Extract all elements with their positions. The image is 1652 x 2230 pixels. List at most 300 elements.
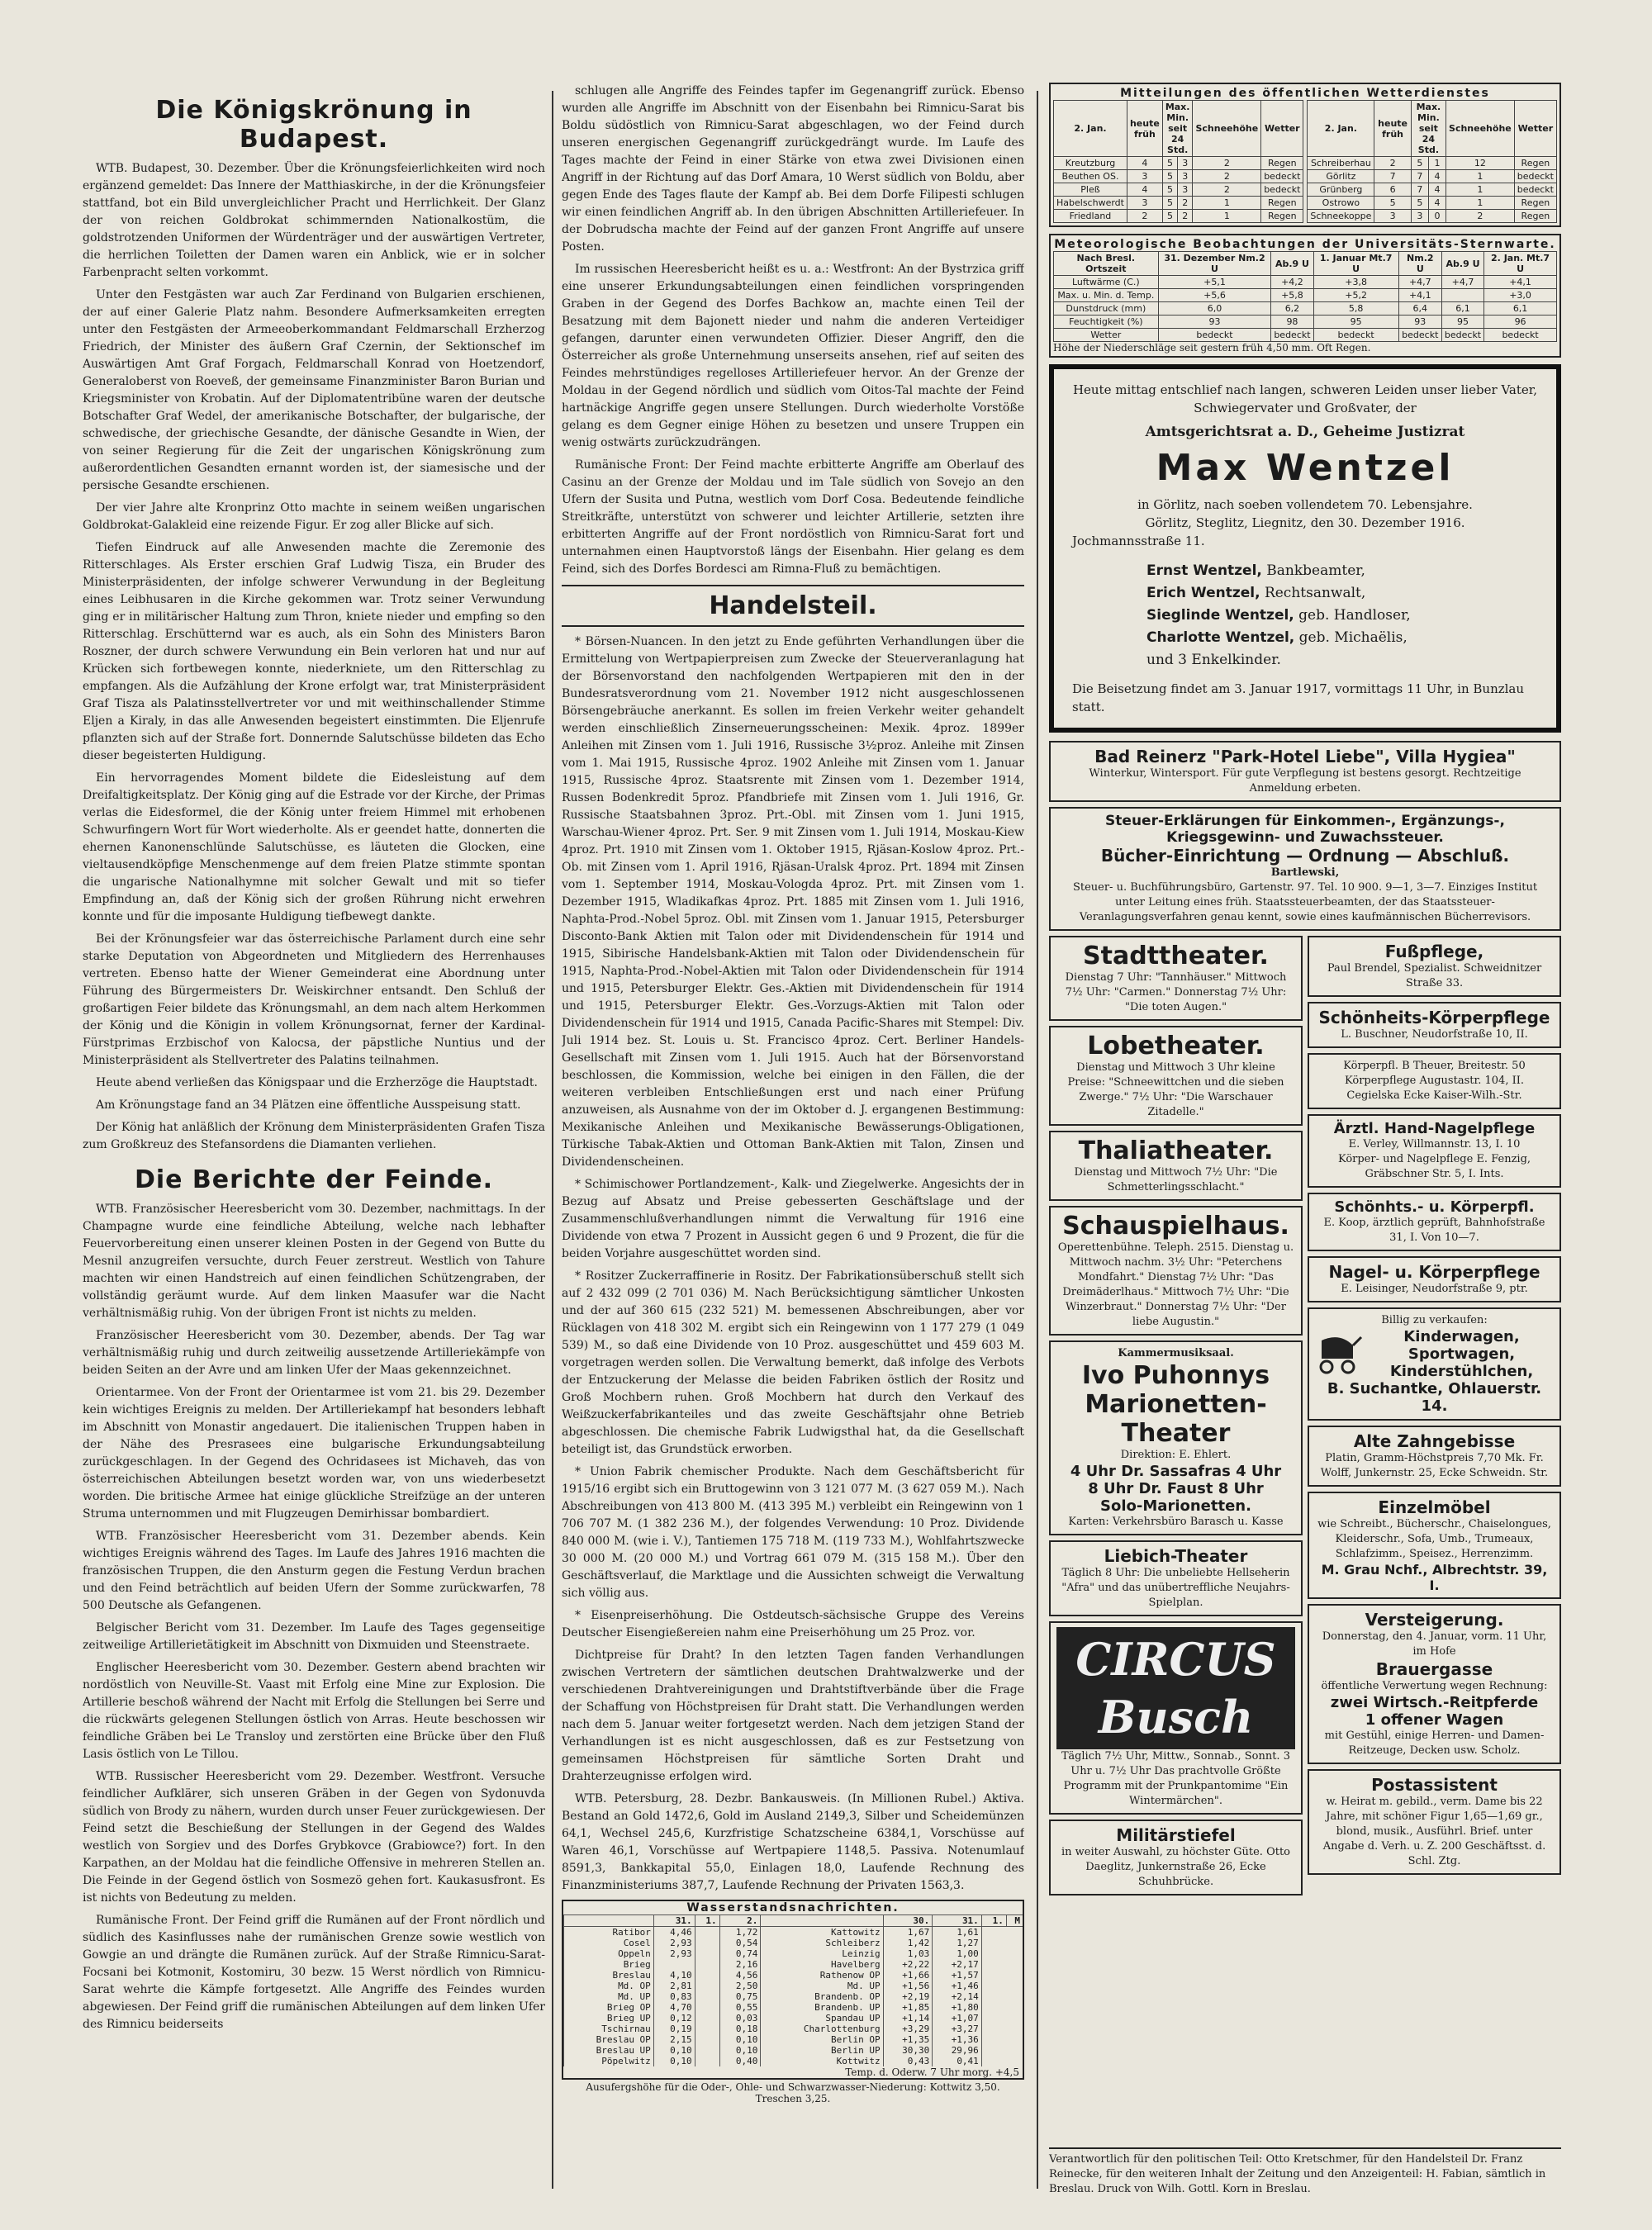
article-paragraph: Rumänische Front. Der Feind griff die Rumänen auf der Front nördlich und südlich des Kasinflusses nahe der rumänischen Grenze sowie westlich von Gowgie an und drängte die Rumänen zurück. Auf der Straße Rimnicu-Sarat-Focsani bei Kotmonit, Kostomiru, 30 bezw. 15 Werst nördlich von Rimnicu-Sarat wehrte die Kämpfe fortgesetzt. Alle Angriffe des Feindes wurden abgewiesen. Der Feind griff die rumänischen Abteilungen auf dem linken Ufer des Rimnicu beiderseits xyxy=(83,1914,545,2031)
table-cell: Rathenow OP xyxy=(761,1970,883,1981)
table-cell xyxy=(981,2002,1006,2013)
table-cell: +3,0 xyxy=(1484,289,1557,302)
table-cell: 0,10 xyxy=(653,2056,695,2066)
ad-lobetheater-title: Lobetheater. xyxy=(1087,1032,1265,1060)
table-cell: 1,42 xyxy=(883,1938,933,1948)
table-cell: 6,2 xyxy=(1271,302,1313,316)
table-cell xyxy=(653,1959,695,1970)
signatory-name: Erich Wentzel, xyxy=(1146,585,1260,601)
table-cell: 2 xyxy=(1178,210,1193,223)
table-cell: Wetter xyxy=(1054,329,1159,342)
table-row xyxy=(1054,302,1557,316)
article-paragraph: Der vier Jahre alte Kronprinz Otto machte in seinem weißen ungarischen Goldbrokat-Galakleid eine reizende Figur. Er zog aller Blicke auf sich. xyxy=(83,501,545,532)
table-cell xyxy=(1441,289,1483,302)
ad-verst-title: Versteigerung. xyxy=(1365,1610,1504,1630)
table-cell: 1,67 xyxy=(883,1927,933,1938)
table-cell: 7 xyxy=(1411,183,1428,197)
table-cell: Breslau xyxy=(564,1970,654,1981)
table-cell: 4 xyxy=(1127,157,1162,170)
table-cell: Charlottenburg xyxy=(761,2024,883,2034)
ad-ivo-tickets: Karten: Verkehrsbüro Barasch u. Kasse xyxy=(1068,1516,1284,1528)
ad-circus-title: CIRCUS Busch xyxy=(1056,1627,1295,1749)
ad-ivo-line: 4 Uhr Dr. Sassafras 4 Uhr xyxy=(1070,1463,1282,1480)
table-cell: +4,2 xyxy=(1271,276,1313,289)
ad-einzelmoebel xyxy=(1308,1492,1561,1599)
obituary-max-wentzel xyxy=(1049,364,1561,733)
ad-bad-reinerz-title: Bad Reinerz "Park-Hotel Liebe", Villa Hygiea" xyxy=(1094,747,1516,766)
ad-schoen2-text: E. Koop, ärztlich geprüft, Bahnhofstraße 31, I. Von 10—7. xyxy=(1323,1217,1545,1244)
baby-carriage-icon xyxy=(1315,1334,1365,1375)
weather-col-today: heute früh xyxy=(1374,101,1411,157)
article-paragraph: WTB. Französischer Heeresbericht vom 30. Dezember, nachmittags. In der Champagne wurde eine feindliche Abteilung, welche nach lebhafter Feuervorbereitung einen unserer kleinen Posten in der Gegend von Butte du Mesnil anzugreifen versuchte, durch Feuer zerstreut. Westlich von Tahure machten wir einen Handstreich auf einen feindlichen Schützengraben, der vollständig geräumt wurde. Auf dem linken Maasufer war die Nacht verhältnismäßig ruhig. Von der übrigen Front ist nichts zu melden. xyxy=(83,1203,545,1320)
table-cell: bedeckt xyxy=(1261,170,1303,183)
ad-liebich-theater xyxy=(1049,1540,1303,1616)
table-cell: Pöpelwitz xyxy=(564,2056,654,2066)
table-cell: 2 xyxy=(1193,183,1261,197)
weather-date-left: 2. Jan. xyxy=(1054,101,1127,157)
table-cell xyxy=(695,1991,719,2002)
table-header-cell: M xyxy=(1006,1915,1023,1927)
table-cell: 2,15 xyxy=(653,2034,695,2045)
ad-post-text: w. Heirat m. gebild., verm. Dame bis 22 Jahre, mit schöner Figur 1,65—1,69 gr., blond, musik., Ausführl. Brief. unter Angabe d. Verh. u. Z. 200 Geschäftsst. d. Schl. Ztg. xyxy=(1322,1796,1546,1867)
ad-kinderwagen xyxy=(1308,1307,1561,1421)
column-1 xyxy=(83,83,545,2197)
ad-einzel-address: M. Grau Nchf., Albrechtstr. 39, I. xyxy=(1321,1562,1548,1593)
table-cell: +1,80 xyxy=(933,2002,982,2013)
article-paragraph: * Eisenpreiserhöhung. Die Ostdeutsch-sächsische Gruppe des Vereins Deutscher Eisengießereien nahm eine Preiserhöhung um 25 Proz. vor. xyxy=(562,1609,1024,1639)
table-cell: +1,56 xyxy=(883,1981,933,1991)
table-cell: 0,43 xyxy=(883,2056,933,2066)
table-cell: 0,10 xyxy=(719,2045,761,2056)
table-cell: 93 xyxy=(1158,316,1271,329)
table-cell xyxy=(981,2034,1006,2045)
table-cell: bedeckt xyxy=(1261,183,1303,197)
weather-service-box xyxy=(1049,83,1561,227)
column-2 xyxy=(562,83,1024,2197)
article-paragraph: Heute abend verließen das Königspaar und die Erzherzöge die Hauptstadt. xyxy=(96,1076,538,1089)
signatory-name: Charlotte Wentzel, xyxy=(1146,629,1295,646)
table-cell: 0,03 xyxy=(719,2013,761,2024)
table-cell: Kottwitz xyxy=(761,2056,883,2066)
table-cell: 4 xyxy=(1428,170,1446,183)
table-cell xyxy=(695,1938,719,1948)
ad-stadttheater xyxy=(1049,936,1303,1021)
headline-koenigskroenung: Die Königskrönung in Budapest. xyxy=(155,96,472,154)
article-paragraph: schlugen alle Angriffe des Feindes tapfer im Gegenangriff zurück. Ebenso wurden alle Angriffe im Abschnitt von der Eisenbahn bei Rimnicu-Sarat bis Boldu südöstlich von Rimnicu-Sarat abgeschlagen, wo der Feind durch unseren energischen Gegenangriff zurückgedrängt wurde. Im Laufe des Tages machte der Feind in einer Stärke von etwa zwei Divisionen einen Angriff in der Richtung auf das Dorf Amara, 10 Werst südlich von Boldu, aber gegen Ende des Tages flaute der Kampf ab. Bei dem Dorfe Filipesti schlugen wir einen feindlichen Angriff ab. In den übrigen Abschnitten Artilleriefeuer. In der Dobrudscha machte der Feind auf der ganzen Front Angriffe auf unsere Posten. xyxy=(562,84,1024,254)
ad-zahn-text: Platin, Gramm-Höchstpreis 7,70 Mk. Fr. Wolff, Junkernstr. 25, Ecke Schweidn. Str. xyxy=(1320,1452,1549,1479)
table-cell: 1,61 xyxy=(933,1927,982,1938)
water-levels-title: Wasserstandsnachrichten. xyxy=(563,1901,1023,1915)
article-koenigskroenung xyxy=(83,160,545,1154)
table-cell: 96 xyxy=(1484,316,1557,329)
signatory-name: Sieglinde Wentzel, xyxy=(1146,607,1294,624)
table-header-cell: Nm.2 U xyxy=(1398,252,1441,276)
weather-col-today: heute früh xyxy=(1127,101,1162,157)
weather-table-left xyxy=(1053,100,1303,223)
table-row xyxy=(564,2045,1023,2056)
table-cell: 0,74 xyxy=(719,1948,761,1959)
signatory-name: Ernst Wentzel, xyxy=(1146,562,1262,579)
table-cell: Schreiberhau xyxy=(1308,157,1374,170)
table-cell: 4 xyxy=(1428,183,1446,197)
table-cell: Schneekoppe xyxy=(1308,210,1374,223)
table-row xyxy=(1308,197,1557,210)
table-cell: +1,85 xyxy=(883,2002,933,2013)
water-levels-note: Ausufergshöhe für die Oder-, Ohle- und Schwarzwasser-Niederung: Kottwitz 3,50. Treschen 3,25. xyxy=(586,2081,1000,2104)
table-cell: 3 xyxy=(1127,170,1162,183)
table-header-cell: Ab.9 U xyxy=(1271,252,1313,276)
ad-steuer-erklaerungen xyxy=(1049,807,1561,931)
table-cell: 3 xyxy=(1178,157,1193,170)
column-divider xyxy=(552,91,553,2189)
ad-ivo-puhonny-title: Ivo Puhonnys Marionetten-Theater xyxy=(1081,1361,1270,1448)
table-cell: Brandenb. OP xyxy=(761,1991,883,2002)
table-cell: bedeckt xyxy=(1158,329,1271,342)
article-paragraph: WTB. Petersburg, 28. Dezbr. Bankausweis. (In Millionen Rubel.) Aktiva. Bestand an Gold 1472,6, Gold im Ausland 2149,3, Silber und Scheidemünzen 64,1, Wechsel 245,6, Kurzfristige Schatzscheine 6384,1, Vorschüsse auf Waren 46,1, Vorschüsse auf Wertpapiere 1148,5. Passiva. Notenumlauf 8591,3, Bankkapital 55,0, Einlagen 18,0, Laufende Rechnung des Finanzministeriums 387,7, Laufende Rechnung der Privaten 1563,3. xyxy=(562,1792,1024,1892)
table-cell: Md. UP xyxy=(564,1991,654,2002)
observatory-note: Höhe der Niederschläge seit gestern früh 4,50 mm. Oft Regen. xyxy=(1053,342,1371,353)
table-cell: 7 xyxy=(1411,170,1428,183)
weather-date-right: 2. Jan. xyxy=(1308,101,1374,157)
table-cell: 1 xyxy=(1193,210,1261,223)
table-cell: 2,93 xyxy=(653,1948,695,1959)
table-header-cell: 30. xyxy=(883,1915,933,1927)
table-cell: 5 xyxy=(1162,197,1177,210)
ad-thaliatheater-title: Thaliatheater. xyxy=(1078,1136,1274,1165)
table-cell: +2,17 xyxy=(933,1959,982,1970)
table-cell: 93 xyxy=(1398,316,1441,329)
obituary-signatory xyxy=(1146,605,1538,627)
article-paragraph: Am Krönungstage fand an 34 Plätzen eine öffentliche Ausspeisung statt. xyxy=(96,1098,521,1112)
table-cell: 0,54 xyxy=(719,1938,761,1948)
article-paragraph: * Union Fabrik chemischer Produkte. Nach dem Geschäftsbericht für 1915/16 ergibt sich ein Bruttogewinn von 3 121 077 M. (3 627 059 M.). Nach Abschreibungen von 413 800 M. (413 395 M.) verbleibt ein Reingewinn von 1 706 707 M. (1 382 236 M.), der folgendes Verwendung: 10 Proz. Dividende 840 000 M. (wie i. V.), Tantiemen 175 718 M. (119 733 M.), Wohlfahrtszwecke 30 000 M. (20 000 M.) und Vortrag 661 079 M. (315 158 M.). Über den Geschäftsverlauf, die Marktlage und die Aussichten schweigt die Verwaltung sich völlig aus. xyxy=(562,1465,1024,1600)
ad-verst-wagon: 1 offener Wagen xyxy=(1365,1711,1504,1729)
table-header-cell: 1. xyxy=(695,1915,719,1927)
ad-koerper-nagel-text: Körper- und Nagelpflege E. Fenzig, Gräbschner Str. 5, I. Ints. xyxy=(1337,1153,1531,1180)
table-cell: Md. UP xyxy=(761,1981,883,1991)
table-header-cell: 1. Januar Mt.7 U xyxy=(1313,252,1398,276)
table-cell: Berlin UP xyxy=(761,2045,883,2056)
table-cell: Berlin OP xyxy=(761,2034,883,2045)
signatory-role: Bankbeamter, xyxy=(1261,562,1365,579)
table-cell: +1,57 xyxy=(933,1970,982,1981)
ad-schoen2-title: Schönhts.- u. Körperpfl. xyxy=(1334,1198,1535,1216)
table-cell: Havelberg xyxy=(761,1959,883,1970)
article-paragraph: Französischer Heeresbericht vom 30. Dezember, abends. Der Tag war verhältnismäßig ruhig und durch zeitweilig aussetzende Artilleriekämpfe von beiden Seiten an der Avre und am linken Ufer der Maas gekennzeichnet. xyxy=(83,1329,545,1377)
table-cell: Breslau OP xyxy=(564,2034,654,2045)
table-cell: Beuthen OS. xyxy=(1054,170,1127,183)
article-paragraph: Im russischen Heeresbericht heißt es u. a.: Westfront: An der Bystrzica griff eine unserer Erkundungsabteilungen einen feindlichen vorspringenden Graben in der Gegend des Dorfes Bachkow an, machte einen Teil der Besatzung mit dem Bajonett nieder und nahm die anderen Verteidiger gefangen, darunter einen verwundeten Offizier. Dieser Angriff, den die Österreicher als große Unternehmung unserseits ansehen, rief auf seiten des Feindes mehrstündiges regelloses Artilleriefeuer hervor. An der Grenze der Moldau in der Gegend nördlich und südlich vom Oitos-Tal machte der Feind hartnäckige Angriffe gegen unsere Stellungen. Durch wiederholte Vorstöße gelang es dem Gegner einige Höhen zu besetzen und unsere Truppen ein wenig ostwärts zurückzudrängen. xyxy=(562,263,1024,449)
table-cell xyxy=(981,1927,1006,1938)
table-cell: Regen xyxy=(1514,210,1556,223)
article-paragraph: WTB. Russischer Heeresbericht vom 29. Dezember. Westfront. Versuche feindlicher Aufklärer, sich unseren Gräben in der Gegen von Sydonuvda südlich von Brody zu nähern, wurden durch unser Feuer zurückgewiesen. Der Feind setzt die Beschießung der Stellungen in der Gegend des Waldes westlich von Sorgiev und des Dorfes Grybkovce (Grabiowce?) fort. In den Karpathen, an der Moldau hat die feindliche Offensive in mehreren Stellen an. Die Feinde in der Gegend östlich von Sosmezö gehen fort. Kaukasusfront. Es ist nichts von Bedeutung zu melden. xyxy=(83,1770,545,1905)
table-cell: 3 xyxy=(1411,210,1428,223)
observatory-table xyxy=(1053,251,1557,342)
table-cell: Pleß xyxy=(1054,183,1127,197)
article-paragraph: WTB. Budapest, 30. Dezember. Über die Krönungsfeierlichkeiten wird noch ergänzend gemeldet: Das Innere der Matthiaskirche, in der die Krönungsfeier stattfand, bot ein Bild unvergleichlicher Pracht und Herrlichkeit. Der Glanz der von reichen Goldbrokat schimmernden Nationalkostüm, die goldstrotzenden Uniformen der Würdenträger und der auswärtigen Vertreter, die herrlichen Toiletten der Damen waren ein Anblick, wie er in solcher Farbenpracht selten vorkommt. xyxy=(83,162,545,279)
table-cell: Habelschwerdt xyxy=(1054,197,1127,210)
table-cell: 6,0 xyxy=(1158,302,1271,316)
table-row xyxy=(1054,289,1557,302)
ad-einzel-text: wie Schreibt., Bücherschr., Chaiselongues, Kleiderschr., Sofa, Umb., Trumeaux, Schlafzimm., Speisez., Herrenzimm. xyxy=(1317,1518,1551,1560)
table-cell xyxy=(981,1970,1006,1981)
article-paragraph: WTB. Französischer Heeresbericht vom 31. Dezember abends. Kein wichtiges Ereignis während des Tages. Im Laufe des Jahres 1916 machten die französischen Truppen, die den Ansturm gegen die Festung Verdun brachen und den Feind beträchtlich auf beiden Ufern der Somme zurückwarfen, 78 500 Deutsche als Gefangenen. xyxy=(83,1530,545,1612)
obituary-signatory xyxy=(1146,649,1538,671)
article-paragraph: Bei der Krönungsfeier war das österreichische Parlament durch eine sehr starke Deputation von Abgeordneten und Mitgliedern des Herrenhauses vertreten. Ebenso hatte der Wiener Gemeinderat eine Abordnung unter Führung des Bürgermeisters Dr. Weiskirchner entsandt. Den Schluß der großartigen Feier bildete das Krönungsmahl, an dem nach altem Herkommen der König und die Königin in vollem Krönungsornat, ferner der Kardinal-Fürstprimas Erzbischof von Kalocsa, der päpstliche Nuntius und der Ministerpräsident als Stellvertreter des Palatins teilnahmen. xyxy=(83,932,545,1067)
ad-steuer-title: Steuer-Erklärungen für Einkommen-, Ergänzungs-, Kriegsgewinn- und Zuwachssteuer. xyxy=(1105,813,1505,846)
table-row xyxy=(1054,276,1557,289)
ad-koerperpflege-list xyxy=(1308,1053,1561,1109)
article-paragraph: * Rositzer Zuckerraffinerie in Rositz. Der Fabrikationsüberschuß stellt sich auf 2 432 099 (2 701 036) M. Nach Berücksichtigung sämtlicher Unkosten und der auf 360 615 (232 521) M. bemessenen Abschreibungen, aber vor Rücklagen von 418 302 M. ergibt sich ein Reingewinn von 1 177 279 (1 049 539) M., so daß eine Dividende von 10 Proz. ausgeschüttet und 459 603 M. vorgetragen werden sollen. Die Verwaltung bemerkt, daß infolge des Verbots der Entzuckerung der Melasse die beiden Fabriken östlich der Rositz und Groß Mochbern ruhen. Groß Mochbern hat durch den Verkauf des Weißzuckerfabrikanteiles und das zweite Geschäftsjahr ohne Betrieb abgeschlossen. Die chemische Fabrik Ludwigsthal hat, da die Gesellschaft beteiligt ist, das Grundstück erworben. xyxy=(562,1269,1024,1456)
table-cell: Kattowitz xyxy=(761,1927,883,1938)
table-cell: 1 xyxy=(1428,157,1446,170)
table-cell: +2,14 xyxy=(933,1991,982,2002)
table-row xyxy=(564,1927,1023,1938)
article-paragraph: Der König hat anläßlich der Krönung dem Ministerpräsidenten Grafen Tisza zum Großkreuz des Stefansordens die Diamanten verliehen. xyxy=(83,1121,545,1151)
ad-schoenheits-koerperpflege xyxy=(1308,1193,1561,1251)
weather-col-maxmin: Max. Min. seit 24 Std. xyxy=(1411,101,1446,157)
table-cell: 5 xyxy=(1411,157,1428,170)
table-cell: +5,6 xyxy=(1158,289,1271,302)
table-cell: 1 xyxy=(1446,170,1515,183)
table-cell: Cosel xyxy=(564,1938,654,1948)
ad-schauspielhaus xyxy=(1049,1206,1303,1336)
table-cell xyxy=(981,2045,1006,2056)
table-cell: Oppeln xyxy=(564,1948,654,1959)
table-header-cell: 1. xyxy=(981,1915,1006,1927)
table-cell: Brandenb. UP xyxy=(761,2002,883,2013)
ad-circus xyxy=(1049,1621,1303,1815)
article-paragraph: Tiefen Eindruck auf alle Anwesenden machte die Zeremonie des Ritterschlages. Als Erster erschien Graf Ludwig Tisza, ein Bruder des Ministerpräsidenten, der infolge schwerer Verwundung in der Begleitung eines Leibhusaren in die Kirche gekommen war. Trotz seiner Verwundung ging er in militärischer Haltung zum Thron, kniete nieder und empfing so den Ritterschlag. Erschütternd war es auch, als ein Sohn des Ministers Baron Roszner, der durch schwere Verwundung ein Bein verloren hat und nur auf Krücken sich fortbewegen konnte, niederkniete, um den Ritterschlag zu empfangen. Als die Aufzählung der Krone erfolgt war, trat Ministerpräsident Graf Tisza als Palatinsstellvertreter vor und mit weithinschallender Stimme Eljen a Kiraly, in das alle Anwesenden begeistert einstimmten. Die Eljenrufe pflanzten sich auf der Straße fort. Donnernde Salutschüsse bildeten das Echo dieser begeisterten Huldigung. xyxy=(83,541,545,762)
table-cell: Ratibor xyxy=(564,1927,654,1938)
obituary-lead: Heute mittag entschlief nach langen, schweren Leiden unser lieber Vater, Schwiegervater und Großvater, der xyxy=(1072,382,1538,415)
table-cell: 1 xyxy=(1446,197,1515,210)
table-header-cell: 31. xyxy=(933,1915,982,1927)
article-paragraph: Englischer Heeresbericht vom 30. Dezember. Gestern abend brachten wir nordöstlich von Neuville-St. Vaast mit Erfolg eine Mine zur Explosion. Die Artillerie beschoß während der Nacht mit Erfolg die Stellungen bei Serre und die rückwärts gelegenen Stellungen östlich von Arras. Heute beschossen wir feindliche Gräben bei Le Transloy und zerstörten eine Brücke über den Fluß Lasis östlich von Le Tillou. xyxy=(83,1661,545,1761)
ad-hand-title: Ärztl. Hand-Nagelpflege xyxy=(1333,1120,1536,1137)
table-cell: 2 xyxy=(1446,210,1515,223)
weather-col-snow: Schneehöhe xyxy=(1446,101,1515,157)
table-cell: +2,19 xyxy=(883,1991,933,2002)
ad-liebich-title: Liebich-Theater xyxy=(1104,1546,1248,1566)
table-row xyxy=(564,2013,1023,2024)
table-cell: 2 xyxy=(1374,157,1411,170)
table-cell: 0,12 xyxy=(653,2013,695,2024)
table-cell: 2 xyxy=(1193,157,1261,170)
ad-postassistent xyxy=(1308,1769,1561,1875)
table-cell xyxy=(695,2002,719,2013)
ad-ivo-direction: Direktion: E. Ehlert. xyxy=(1120,1449,1232,1461)
table-cell xyxy=(695,1927,719,1938)
table-cell: 0,75 xyxy=(719,1991,761,2002)
column-divider xyxy=(1037,91,1038,2189)
table-cell xyxy=(695,2034,719,2045)
table-cell: 5 xyxy=(1162,157,1177,170)
table-cell: 1,27 xyxy=(933,1938,982,1948)
table-cell: +5,2 xyxy=(1313,289,1398,302)
table-cell: Regen xyxy=(1261,197,1303,210)
water-levels-box xyxy=(562,1900,1024,2080)
ad-fusspflege xyxy=(1308,936,1561,997)
article-paragraph: * Schimischower Portlandzement-, Kalk- und Ziegelwerke. Angesichts der in Bezug auf Absatz und Preise gebesserten Geschäftslage und der Zusammenschlußverhandlungen nimmt die Verwaltung für 1916 eine Dividende von etwa 7 Prozent in Aussicht gegen 6 und 9 Prozent, die für die beiden Vorjahre ausgeschüttet worden sind. xyxy=(562,1178,1024,1260)
table-cell: 6,1 xyxy=(1441,302,1483,316)
table-cell: 5 xyxy=(1374,197,1411,210)
table-row xyxy=(564,1991,1023,2002)
table-cell: Leinzig xyxy=(761,1948,883,1959)
table-cell: bedeckt xyxy=(1271,329,1313,342)
table-cell: +4,7 xyxy=(1441,276,1483,289)
ad-militaerstiefel xyxy=(1049,1820,1303,1896)
article-berichte-feinde xyxy=(83,1201,545,2033)
ad-steuer-title2: Bücher-Einrichtung — Ordnung — Abschluß. xyxy=(1100,846,1510,866)
table-cell: 1,03 xyxy=(883,1948,933,1959)
table-cell: Feuchtigkeit (%) xyxy=(1054,316,1159,329)
article-handelsteil xyxy=(562,633,1024,1895)
ad-versteigerung xyxy=(1308,1604,1561,1764)
ad-verst-text: Donnerstag, den 4. Januar, vorm. 11 Uhr, im Hofe xyxy=(1322,1630,1547,1658)
ad-steuer-text: Steuer- u. Buchführungsbüro, Gartenstr. 97. Tel. 10 900. 9—1, 3—7. Einziges Institut unter Leitung eines früh. Staatssteuerbeamten, der das Staatssteuer-Veranlagungsverfahren genau kennt, sowie eines kaufmännischen Bücherrevisors. xyxy=(1072,881,1538,923)
table-cell: +1,07 xyxy=(933,2013,982,2024)
table-cell: 6 xyxy=(1374,183,1411,197)
table-cell: Friedland xyxy=(1054,210,1127,223)
ad-schoenheitspflege xyxy=(1308,1002,1561,1048)
table-row xyxy=(1054,316,1557,329)
water-levels-table xyxy=(563,1915,1023,2066)
table-row xyxy=(564,2034,1023,2045)
table-cell: bedeckt xyxy=(1484,329,1557,342)
table-cell: Luftwärme (C.) xyxy=(1054,276,1159,289)
table-cell xyxy=(695,2013,719,2024)
ad-hand-nagelpflege xyxy=(1308,1114,1561,1188)
table-cell xyxy=(981,2024,1006,2034)
column-3 xyxy=(1049,83,1561,2230)
ad-schauspielhaus-text: Operettenbühne. Teleph. 2515. Dienstag u. Mittwoch nachm. 3½ Uhr: "Peterchens Mondfahrt." Dienstag 7½ Uhr: "Das Dreimäderlhaus." Mittwoch 7½ Uhr: "Die Winzerbraut." Donnerstag 7½ Uhr: "Der liebe Augustin." xyxy=(1057,1241,1294,1328)
table-cell: +3,8 xyxy=(1313,276,1398,289)
obituary-address: Jochmannsstraße 11. xyxy=(1072,534,1205,548)
table-cell: +4,1 xyxy=(1398,289,1441,302)
ad-verst-location: Brauergasse xyxy=(1375,1659,1493,1679)
table-cell: Regen xyxy=(1261,157,1303,170)
table-cell xyxy=(981,1981,1006,1991)
table-row xyxy=(564,1938,1023,1948)
ad-zahngebisse xyxy=(1308,1426,1561,1487)
table-header-cell xyxy=(564,1915,654,1927)
ad-nagel-title: Nagel- u. Körperpflege xyxy=(1328,1262,1540,1282)
table-cell: bedeckt xyxy=(1441,329,1483,342)
table-cell: 4,46 xyxy=(653,1927,695,1938)
table-cell: Md. OP xyxy=(564,1981,654,1991)
table-cell: 30,30 xyxy=(883,2045,933,2056)
table-row xyxy=(1054,329,1557,342)
table-cell: 4 xyxy=(1428,197,1446,210)
ad-post-title: Postassistent xyxy=(1371,1775,1498,1795)
table-cell: Spandau UP xyxy=(761,2013,883,2024)
ad-bad-reinerz-text: Winterkur, Wintersport. Für gute Verpflegung ist bestens gesorgt. Rechtzeitige Anmeldung erbeten. xyxy=(1089,767,1521,795)
table-cell: +5,8 xyxy=(1271,289,1313,302)
water-temp-note: Temp. d. Oderw. 7 Uhr morg. +4,5 xyxy=(845,2066,1019,2078)
table-header-cell: 2. Jan. Mt.7 U xyxy=(1484,252,1557,276)
ad-marionetten-theater xyxy=(1049,1340,1303,1535)
ad-nagel-text: E. Leisinger, Neudorfstraße 9, ptr. xyxy=(1341,1283,1528,1295)
table-cell: Brieg OP xyxy=(564,2002,654,2013)
obituary-signatories xyxy=(1146,560,1538,671)
table-cell xyxy=(981,1938,1006,1948)
table-cell: Ostrowo xyxy=(1308,197,1374,210)
table-row xyxy=(1308,183,1557,197)
article-paragraph: Dichtpreise für Draht? In den letzten Tagen fanden Verhandlungen zwischen Vertretern der sämtlichen deutschen Drahtwalzwerke und der verschiedenen Drahtvereinigungen und Drahtstiftverbände über die Frage der Schaffung von Höchstpreisen für Draht statt. Die Verhandlungen werden nach dem 5. Januar weiter fortgesetzt werden. Nach dem jetzigen Stand der Verhandlungen ist es nicht ausgeschlossen, daß es zur Festsetzung von gemeinsamen Höchstpreisen für sämtliche Sorten Draht und Drahterzeugnisse erfolgen wird. xyxy=(562,1649,1024,1783)
table-row xyxy=(1054,197,1303,210)
table-row xyxy=(1308,170,1557,183)
table-cell: bedeckt xyxy=(1313,329,1398,342)
table-cell: 12 xyxy=(1446,157,1515,170)
ad-stadttheater-text: Dienstag 7 Uhr: "Tannhäuser." Mittwoch 7½ Uhr: "Carmen." Donnerstag 7½ Uhr: "Die toten Augen." xyxy=(1065,971,1287,1013)
table-cell: 0,10 xyxy=(653,2045,695,2056)
table-row xyxy=(564,2056,1023,2066)
table-row xyxy=(564,1981,1023,1991)
table-row xyxy=(564,1959,1023,1970)
obituary-signatory xyxy=(1146,560,1538,582)
table-cell xyxy=(981,2013,1006,2024)
article-heeresbericht-continued xyxy=(562,83,1024,578)
table-cell: 4,56 xyxy=(719,1970,761,1981)
table-header-cell: 31. xyxy=(653,1915,695,1927)
table-cell: 95 xyxy=(1313,316,1398,329)
table-cell: bedeckt xyxy=(1514,170,1556,183)
table-cell: 1 xyxy=(1193,197,1261,210)
ad-zahn-title: Alte Zahngebisse xyxy=(1353,1431,1516,1451)
table-cell xyxy=(981,1991,1006,2002)
ads-grid xyxy=(1049,936,1561,1900)
ad-hand-text: E. Verley, Willmannstr. 13, I. 10 xyxy=(1348,1138,1521,1151)
article-paragraph: Rumänische Front: Der Feind machte erbitterte Angriffe am Oberlauf des Casinu an der Grenze der Moldau und im Tale südlich von Sovejo an den Ufern der Susita und Putna, westlich vom Dorf Cosa. Bedeutende feindliche Streitkräfte, unterstützt von schwerer und leichter Artillerie, setzten ihre erbitterten Angriffe auf der Front nordöstlich von Rimnicu-Sarat fort und unternahmen einen Hauptvorstoß längs der Eisenbahn. Hier gelang es dem Feind, sich des Dorfes Bordesci am Rimna-Fluß zu bemächtigen. xyxy=(562,458,1024,576)
article-paragraph: Unter den Festgästen war auch Zar Ferdinand von Bulgarien erschienen, der auf einer Galerie Platz nahm. Besondere Aufmerksamkeiten erregten unter den Festgästen der Armeeoberkommandant Feldmarschall Erzherzog Friedrich, der Minister des äußern Graf Czernin, der Sektionschef im Auswärtigen Amt Graf Forgach, Feldmarschall Konrad von Hoetzendorf, Generaloberst von Roeveß, der gemeinsame Finanzminister Baron Burian und Kriegsminister von Krobatin. Auf der Diplomatentribüne waren der deutsche Botschafter Graf Wedel, der amerikanische Botschafter, der bulgarische, der schwedische, der griechische Gesandte, der dänische Gesandte in Wien, der von seiner Regierung für die Zeit der ungarischen Königskrönung zum außerordentlichen Gesandten ernannt worden ist, der siamesische und der persische Gesandte erschienen. xyxy=(83,288,545,492)
table-cell: 2,93 xyxy=(653,1938,695,1948)
weather-col-wetter: Wetter xyxy=(1261,101,1303,157)
table-cell xyxy=(695,1948,719,1959)
table-cell: 98 xyxy=(1271,316,1313,329)
ad-steuer-name: Bartlewski, xyxy=(1270,866,1340,879)
table-cell: Max. u. Min. d. Temp. xyxy=(1054,289,1159,302)
table-cell: bedeckt xyxy=(1514,183,1556,197)
section-title-handelsteil: Handelsteil. xyxy=(562,585,1024,627)
table-row xyxy=(1054,210,1303,223)
ads-left-column xyxy=(1049,936,1303,1900)
table-cell: +1,46 xyxy=(933,1981,982,1991)
table-cell: +4,1 xyxy=(1484,276,1557,289)
table-cell: 5 xyxy=(1162,170,1177,183)
table-cell xyxy=(695,2056,719,2066)
table-cell: Brieg xyxy=(564,1959,654,1970)
table-cell xyxy=(981,1948,1006,1959)
weather-table-right xyxy=(1307,100,1557,223)
table-header-cell: Nach Bresl. Ortszeit xyxy=(1054,252,1159,276)
table-cell: 4,10 xyxy=(653,1970,695,1981)
table-cell: Regen xyxy=(1514,197,1556,210)
table-row xyxy=(564,2002,1023,2013)
table-cell: Görlitz xyxy=(1308,170,1374,183)
table-cell: 5 xyxy=(1411,197,1428,210)
table-row xyxy=(1308,210,1557,223)
table-cell: +3,29 xyxy=(883,2024,933,2034)
table-cell xyxy=(981,1959,1006,1970)
ad-koerperpflege-line: Cegielska Ecke Kaiser-Wilh.-Str. xyxy=(1346,1089,1522,1102)
obituary-funeral: Die Beisetzung findet am 3. Januar 1917, vormittags 11 Uhr, in Bunzlau statt. xyxy=(1072,681,1525,714)
article-paragraph: Orientarmee. Von der Front der Orientarmee ist vom 21. bis 29. Dezember kein wichtiges Ereignis zu melden. Der Artilleriekampf hat besonders lebhaft im Abschnitt von Monastir angedauert. Die italienischen Truppen haben in der Nähe des Presrasees eine bulgarische Erkundungsabteilung zurückgeschlagen. In der Gegend des Ochridasees ist Michaveh, das von österreichischen Abteilungen besetzt worden war, von uns wiederbesetzt worden. Die britische Armee hat einige glückliche Streifzüge an der unteren Struma unternommen und mit Flugzeugen Demirhissar bombardiert. xyxy=(83,1386,545,1521)
table-cell: 4,70 xyxy=(653,2002,695,2013)
ad-thaliatheater-text: Dienstag und Mittwoch 7½ Uhr: "Die Schmetterlingsschlacht." xyxy=(1074,1166,1278,1193)
table-row xyxy=(1308,157,1557,170)
article-paragraph: Ein hervorragendes Moment bildete die Eidesleistung auf dem Dreifaltigkeitsplatz. Der König ging auf die Estrade vor der Kirche, der Primas verlas die Eidesformel, die der König unter freiem Himmel mit erhobenen Schwurfingern Wort für Wort wiederholte. Als er geendet hatte, donnerten die ehernen Kanonenschlünde Salutschüsse, es läuteten die Glocken, eine vieltausendköpfige Menschenmenge auf dem freien Platze stimmte spontan die ungarische Nationalhymne mit solcher Gewalt und mit so tiefer Empfindung an, daß der König sich der großen Rührung nicht erwehren konnte und für die imposante Huldigung tiefbewegt dankte. xyxy=(83,771,545,923)
